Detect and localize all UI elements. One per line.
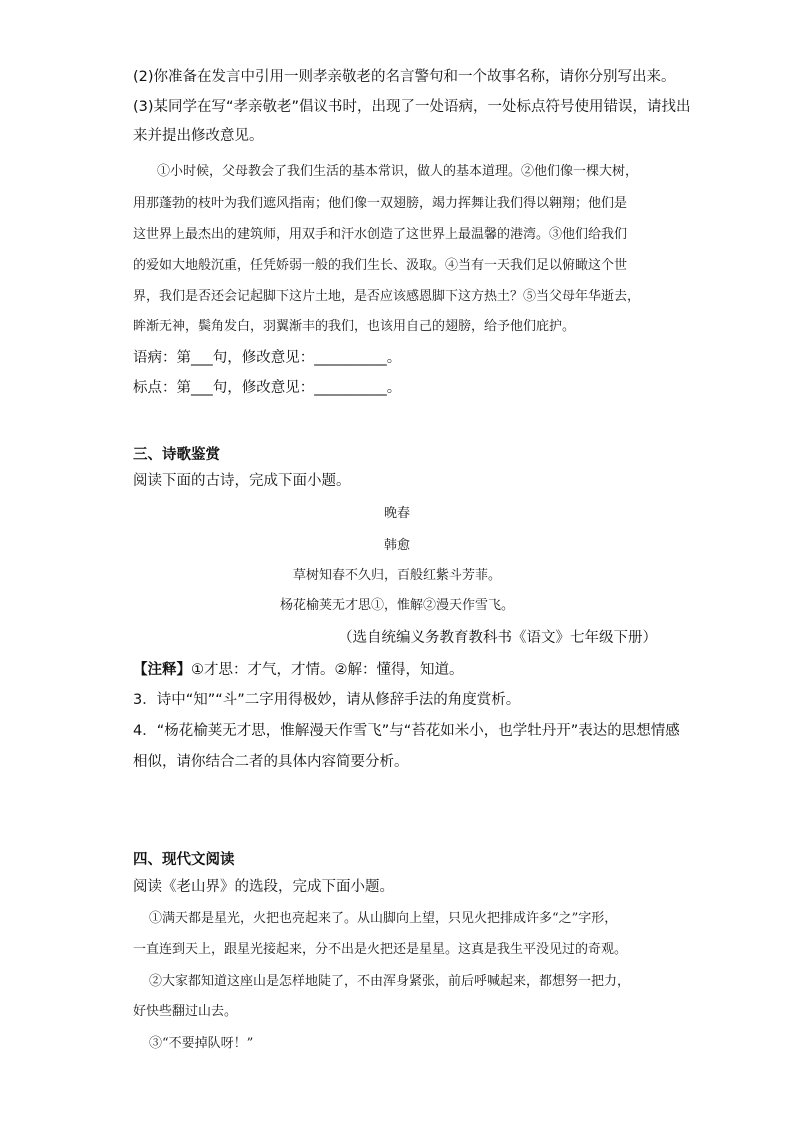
section-3-intro: 阅读下面的古诗，完成下面小题。 <box>133 473 351 489</box>
reading-line: ②大家都知道这座山是怎样地陡了，不由浑身紧张，前后呼喊起来，都想努一把力， <box>149 974 631 989</box>
poem-source: （选自统编义务教育教科书《语文》七年级下册） <box>338 630 657 646</box>
poem-line-1: 草树知春不久归，百般红紫斗芳菲。 <box>292 568 501 583</box>
poem-author: 韩愈 <box>383 538 410 553</box>
question-4-line-1: 4．“杨花榆荚无才思，惟解漫天作雪飞”与“苔花如米小，也学牡丹开”表达的思想情感 <box>133 723 680 739</box>
notes-label: 【注释】 <box>133 662 191 678</box>
reading-line: ①满天都是星光，火把也亮起来了。从山脚向上望，只见火把排成许多“之”字形， <box>149 911 618 926</box>
question-3-line-1: (3)某同学在写“孝亲敬老”倡议书时，出现了一处语病，一处标点符号使用错误，请找出 <box>133 99 691 115</box>
poem-line-2: 杨花榆荚无才思①，惟解②漫天作雪飞。 <box>279 598 514 613</box>
section-4-intro: 阅读《老山界》的选段，完成下面小题。 <box>133 879 394 895</box>
poem-notes <box>133 660 464 680</box>
poem-title: 晚春 <box>383 506 410 521</box>
reading-line: 一直连到天上，跟星光接起来，分不出是火把还是星星。这真是我生平没见过的奇观。 <box>133 942 628 957</box>
passage-line: ①小时候，父母教会了我们生活的基本常识，做人的基本道理。②他们像一棵大树， <box>157 164 639 179</box>
answer-punctuation-error: 标点：第___句，修改意见：__________。 <box>133 380 402 396</box>
passage-line: 眸渐无神，鬓角发白，羽翼渐丰的我们，也该用自己的翅膀，给予他们庇护。 <box>133 319 576 334</box>
notes-text: ①才思：才气，才情。②解：懂得，知道。 <box>191 662 464 678</box>
question-3: 3．诗中“知”“斗”二字用得极妙，请从修辞手法的角度赏析。 <box>133 692 521 708</box>
passage-line: 这世界上最杰出的建筑师，用双手和汗水创造了这世界上最温馨的港湾。③他们给我们 <box>133 227 628 242</box>
reading-line: ③“不要掉队呀！” <box>149 1036 254 1051</box>
passage-line: 界，我们是否还会记起脚下这片土地，是否应该感恩脚下这方热土？⑤当父母年华逝去， <box>133 289 641 304</box>
section-4-heading: 四、现代文阅读 <box>133 852 235 868</box>
passage-line: 用那蓬勃的枝叶为我们遮风指南；他们像一双翅膀，竭力挥舞让我们得以翱翔；他们是 <box>133 196 628 211</box>
answer-grammar-error: 语病：第___句，修改意见：__________。 <box>133 350 402 366</box>
question-4-line-2: 相似，请你结合二者的具体内容简要分析。 <box>133 754 409 770</box>
section-3-heading: 三、诗歌鉴赏 <box>133 447 220 463</box>
passage-line: 的爱如大地般沉重，任凭娇弱一般的我们生长、汲取。④当有一天我们足以俯瞰这个世 <box>133 258 628 273</box>
question-2: (2)你准备在发言中引用一则孝亲敬老的名言警句和一个故事名称，请你分别写出来。 <box>133 69 676 85</box>
reading-line: 好快些翻过山去。 <box>133 1004 238 1019</box>
question-3-line-2: 来并提出修改意见。 <box>133 128 264 144</box>
